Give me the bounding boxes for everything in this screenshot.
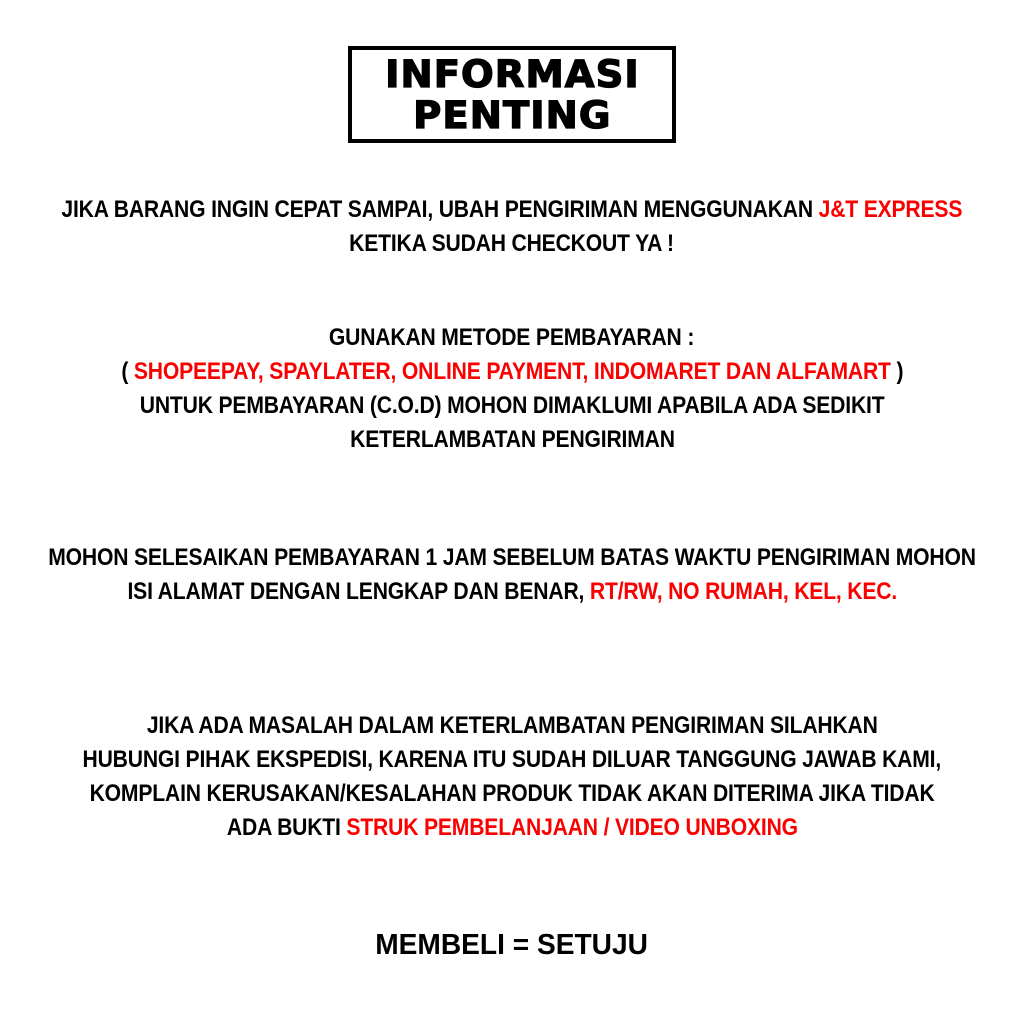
header-box bbox=[348, 46, 676, 143]
paragraph-deadline bbox=[0, 541, 1024, 609]
payment-line3 bbox=[68, 389, 957, 423]
shipping-line1 bbox=[0, 193, 1024, 227]
complaint-line3-text: KOMPLAIN KERUSAKAN/KESALAHAN PRODUK TIDAK AKAN DITERIMA JIKA TIDAK bbox=[89, 780, 935, 807]
complaint-line2 bbox=[24, 743, 1000, 777]
complaint-line4-highlight: STRUK PEMBELANJAAN / VIDEO UNBOXING bbox=[345, 814, 798, 841]
payment-line2-open-paren: ( bbox=[120, 358, 134, 385]
complaint-line3 bbox=[24, 777, 1000, 811]
payment-line4-text: KETERLAMBATAN PENGIRIMAN bbox=[349, 426, 675, 453]
complaint-line2-text: HUBUNGI PIHAK EKSPEDISI, KARENA ITU SUDAH DILUAR TANGGUNG JAWAB KAMI, bbox=[82, 746, 942, 773]
deadline-line1 bbox=[0, 541, 1024, 575]
deadline-line2-text: ISI ALAMAT DENGAN LENGKAP DAN BENAR, bbox=[127, 578, 590, 605]
deadline-line1-text: MOHON SELESAIKAN PEMBAYARAN 1 JAM SEBELUM BATAS WAKTU PENGIRIMAN MOHON bbox=[48, 544, 976, 571]
payment-line3-text: UNTUK PEMBAYARAN (C.O.D) MOHON DIMAKLUMI APABILA ADA SEDIKIT bbox=[139, 392, 885, 419]
paragraph-complaint bbox=[24, 709, 1000, 845]
deadline-line2 bbox=[0, 575, 1024, 609]
complaint-line4 bbox=[24, 811, 1000, 845]
shipping-line1-text: JIKA BARANG INGIN CEPAT SAMPAI, UBAH PENGIRIMAN MENGGUNAKAN bbox=[61, 196, 819, 223]
payment-line1 bbox=[68, 321, 957, 355]
shipping-line2-text: KETIKA SUDAH CHECKOUT YA ! bbox=[349, 230, 675, 257]
paragraph-shipping bbox=[0, 193, 1024, 261]
header-title-line2: PENTING bbox=[412, 93, 612, 137]
complaint-line4-text: ADA BUKTI bbox=[226, 814, 346, 841]
shipping-line1-highlight: J&T EXPRESS bbox=[818, 196, 963, 223]
complaint-line1 bbox=[24, 709, 1000, 743]
complaint-line1-text: JIKA ADA MASALAH DALAM KETERLAMBATAN PENGIRIMAN SILAHKAN bbox=[146, 712, 878, 739]
deadline-line2-highlight: RT/RW, NO RUMAH, KEL, KEC. bbox=[589, 578, 897, 605]
footer-agreement bbox=[0, 925, 1024, 965]
payment-line2 bbox=[68, 355, 957, 389]
payment-line4 bbox=[68, 423, 957, 457]
header-title-line1: INFORMASI bbox=[384, 52, 640, 96]
payment-line1-text: GUNAKAN METODE PEMBAYARAN : bbox=[329, 324, 695, 351]
shipping-line2 bbox=[0, 227, 1024, 261]
paragraph-payment bbox=[68, 321, 957, 457]
payment-line2-highlight: SHOPEEPAY, SPAYLATER, ONLINE PAYMENT, INDOMARET DAN ALFAMART bbox=[133, 358, 891, 385]
payment-line2-close-paren: ) bbox=[890, 358, 903, 385]
footer-agreement-text: MEMBELI = SETUJU bbox=[375, 929, 649, 961]
